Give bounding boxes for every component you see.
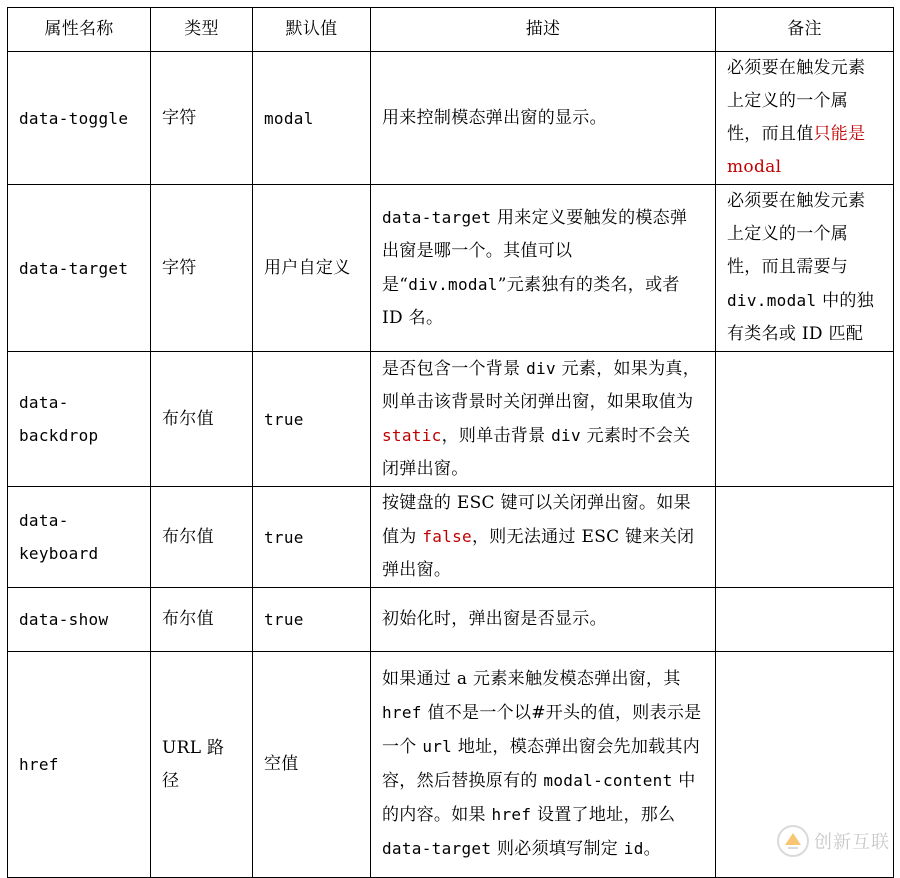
text-segment: 初始化时，弹出窗是否显示。 — [382, 609, 607, 629]
cell-description — [371, 487, 716, 588]
text-segment: 只能是 modal — [727, 124, 866, 177]
cell-attribute-name: data-keyboard — [8, 487, 151, 588]
text-segment: 中的内容。如果 — [382, 771, 696, 825]
cell-attribute-name: data-backdrop — [8, 352, 151, 487]
watermark — [776, 824, 890, 858]
cell-attribute-name: href — [8, 652, 151, 878]
cell-type: 布尔值 — [151, 487, 253, 588]
cell-description — [371, 185, 716, 352]
text-segment: 元素时不会关闭弹出窗。 — [382, 426, 691, 479]
cell-description — [371, 588, 716, 652]
cell-note — [716, 352, 894, 487]
text-segment: 元素，如果为真，则单击该背景时关闭弹出窗，如果取值为 — [382, 359, 701, 412]
cell-default-value: true — [253, 588, 371, 652]
cell-default-value: modal — [253, 52, 371, 185]
cell-note — [716, 185, 894, 352]
text-segment: data-target — [382, 839, 492, 858]
brand-logo-icon — [776, 824, 810, 858]
table-row — [8, 52, 894, 185]
cell-default-value: 用户自定义 — [253, 185, 371, 352]
table-header-row — [8, 8, 894, 52]
text-segment: 用来控制模态弹出窗的显示。 — [382, 107, 607, 128]
header-description: 描述 — [371, 8, 716, 52]
cell-type: 字符 — [151, 185, 253, 352]
text-segment: 中的独有类名或 ID 匹配 — [727, 291, 875, 344]
header-attribute-name: 属性名称 — [8, 8, 151, 52]
cell-description — [371, 652, 716, 878]
text-segment: 设置了地址，那么 — [531, 805, 676, 825]
cell-default-value: 空值 — [253, 652, 371, 878]
table-row — [8, 652, 894, 878]
header-type: 类型 — [151, 8, 253, 52]
text-segment: ，则单击背景 — [441, 426, 552, 446]
text-segment: div.modal — [727, 291, 817, 310]
cell-attribute-name: data-target — [8, 185, 151, 352]
header-note: 备注 — [716, 8, 894, 52]
text-segment: url — [422, 737, 453, 756]
cell-note — [716, 487, 894, 588]
text-segment: 地址，模态弹出窗会先加载其内容，然后替换原有的 — [382, 737, 701, 791]
cell-attribute-name: data-toggle — [8, 52, 151, 185]
text-segment: id — [623, 839, 644, 858]
header-default-value: 默认值 — [253, 8, 371, 52]
cell-type: 布尔值 — [151, 352, 253, 487]
text-segment: 按键盘的 ESC 键可以关闭弹出窗。如果值为 — [382, 493, 691, 547]
text-segment: 则必须填写制定 — [491, 839, 624, 859]
text-segment: 值不是一个以#开头的值，则表示是一个 — [382, 703, 702, 757]
cell-default-value: true — [253, 487, 371, 588]
text-segment: div.modal — [408, 275, 498, 294]
text-segment: 必须要在触发元素上定义的一个属性，而且值 — [727, 58, 866, 144]
attributes-table — [7, 7, 894, 878]
watermark-text: 创新互联 — [814, 832, 890, 853]
table-row — [8, 588, 894, 652]
cell-note — [716, 52, 894, 185]
cell-description — [371, 52, 716, 185]
cell-description — [371, 352, 716, 487]
text-segment: ，则无法通过 ESC 键来关闭弹出窗。 — [382, 527, 695, 580]
cell-note — [716, 588, 894, 652]
text-segment: href — [382, 703, 422, 722]
cell-attribute-name: data-show — [8, 588, 151, 652]
cell-type: 字符 — [151, 52, 253, 185]
table-row — [8, 487, 894, 588]
table-row — [8, 352, 894, 487]
text-segment: ”元素独有的类名，或者 ID 名。 — [382, 275, 680, 328]
text-segment: 如果通过 a 元素来触发模态弹出窗，其 — [382, 669, 681, 689]
cell-default-value: true — [253, 352, 371, 487]
text-segment: static — [382, 426, 442, 445]
text-segment: data-target — [382, 208, 492, 227]
text-segment: div — [551, 426, 581, 445]
text-segment: modal-content — [543, 771, 673, 790]
text-segment: href — [491, 805, 532, 824]
text-segment: div — [526, 359, 556, 378]
text-segment: 用来定义要触发的模态弹出窗是哪一个。其值可以是“ — [382, 208, 688, 295]
text-segment: 必须要在触发元素上定义的一个属性，而且需要与 — [727, 191, 866, 277]
table-row — [8, 185, 894, 352]
text-segment: 是否包含一个背景 — [382, 359, 527, 379]
text-segment: false — [422, 527, 472, 546]
cell-type: 布尔值 — [151, 588, 253, 652]
cell-type: URL 路径 — [151, 652, 253, 878]
table-body — [8, 52, 894, 878]
text-segment: 。 — [643, 839, 661, 859]
